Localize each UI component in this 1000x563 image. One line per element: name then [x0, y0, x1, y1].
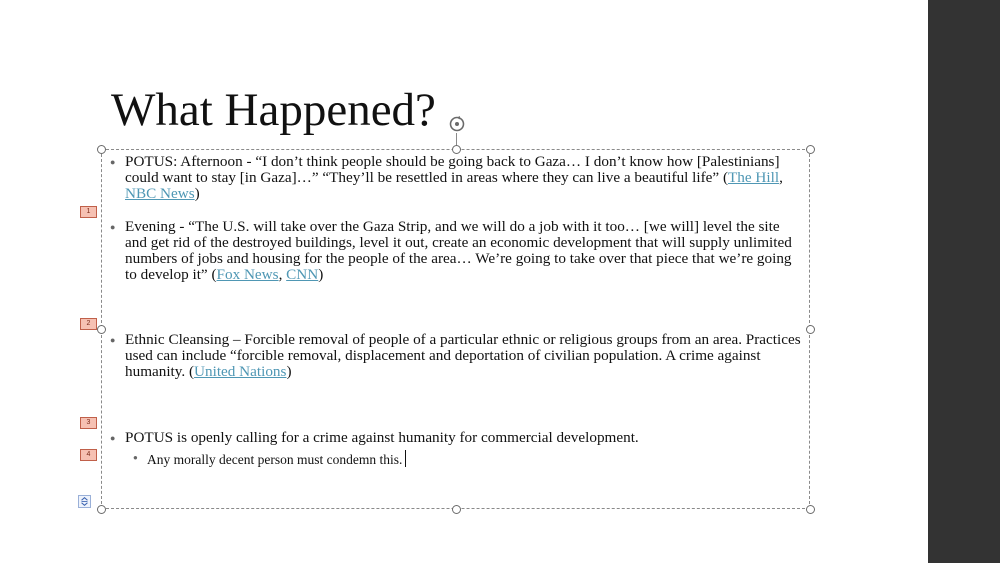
link-fox-news[interactable]: Fox News	[216, 266, 279, 283]
resize-handle-top-right[interactable]	[806, 145, 815, 154]
bullet-dot: ●	[110, 335, 116, 345]
bullet-dot: ●	[110, 222, 116, 232]
resize-handle-bottom-left[interactable]	[97, 505, 106, 514]
text-cursor	[405, 450, 406, 467]
sub-bullet-dot: ●	[133, 453, 138, 462]
animation-tag-3[interactable]: 3	[80, 417, 97, 429]
bullet-1[interactable]	[108, 154, 803, 202]
bullet-2-text: Evening - “The U.S. will take over the Gaza Strip, and we will do a job with it too… [we will] level the site and get rid of the destroyed buildings, level it out, create an economic development that will supply unlimited numbers of jobs and housing for the people of the area… We’re going to take over that piece that we’re going to develop it” (	[125, 218, 792, 283]
resize-handle-middle-right[interactable]	[806, 325, 815, 334]
bullet-4-text: POTUS is openly calling for a crime against humanity for commercial development.	[125, 429, 639, 446]
sub-bullet[interactable]	[133, 450, 406, 468]
resize-handle-middle-left[interactable]	[97, 325, 106, 334]
slide-title[interactable]: What Happened?	[111, 84, 436, 136]
close-paren: )	[318, 266, 324, 283]
link-separator: ,	[779, 169, 783, 186]
resize-handle-bottom-right[interactable]	[806, 505, 815, 514]
bullet-3-text: Ethnic Cleansing – Forcible removal of people of a particular ethnic or religious groups from an area. Practices used can include “forcible removal, displacement and deportation of civilian population. A crime against humanity. (	[125, 331, 801, 380]
animation-tag-4[interactable]: 4	[80, 449, 97, 461]
bullet-3[interactable]	[108, 332, 803, 380]
resize-handle-top-left[interactable]	[97, 145, 106, 154]
link-separator: ,	[278, 266, 287, 283]
animation-tag-1[interactable]: 1	[80, 206, 97, 218]
link-cnn[interactable]: CNN	[286, 266, 319, 283]
animation-tag-2[interactable]: 2	[80, 318, 97, 330]
close-paren: )	[194, 185, 200, 202]
link-the-hill[interactable]: The Hill	[728, 169, 780, 186]
link-nbc-news[interactable]: NBC News	[125, 185, 195, 202]
bullet-4[interactable]	[108, 430, 803, 446]
sub-bullet-text: Any morally decent person must condemn this.	[147, 452, 403, 467]
bullet-2[interactable]	[108, 219, 803, 283]
link-united-nations[interactable]: United Nations	[194, 363, 287, 380]
close-paren: )	[286, 363, 292, 380]
bullet-1-text: POTUS: Afternoon - “I don’t think people should be going back to Gaza… I don’t know how [Palestinians] could want to stay [in Gaza]…” “They’ll be resettled in areas where they can live a beautiful life” (	[125, 153, 780, 186]
bullet-dot: ●	[110, 433, 116, 443]
rotate-handle-icon[interactable]	[448, 115, 466, 133]
bullet-dot: ●	[110, 157, 116, 167]
side-panel	[928, 0, 1000, 563]
resize-handle-bottom-middle[interactable]	[452, 505, 461, 514]
autofit-options-icon[interactable]	[78, 495, 91, 508]
